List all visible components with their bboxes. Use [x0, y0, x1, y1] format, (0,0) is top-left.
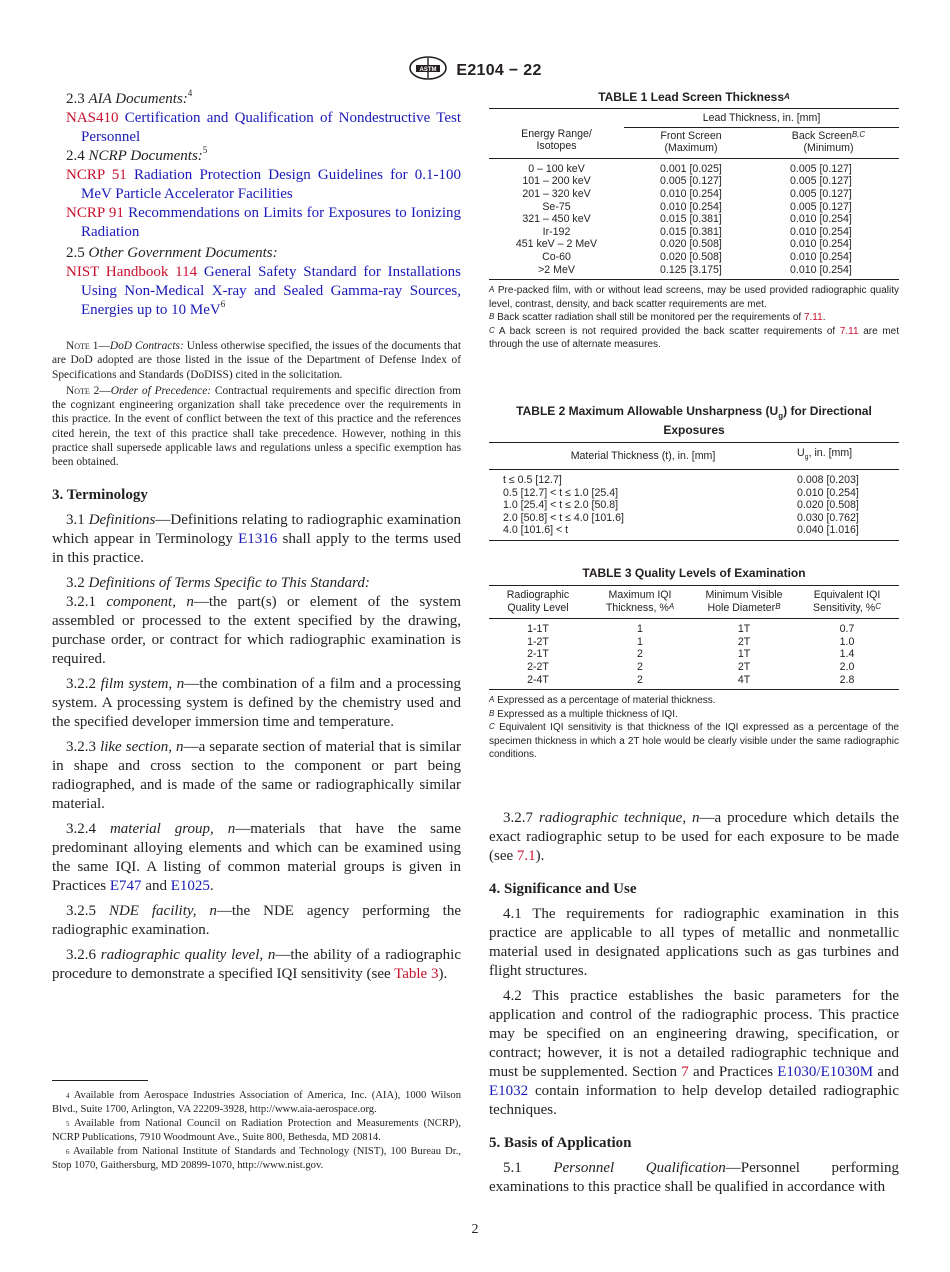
e1025-link[interactable]: E1025 [170, 877, 210, 894]
t1-row [489, 188, 899, 201]
t3-cell: 2.8 [839, 673, 855, 686]
footnote-5: $^5$ Available from National Council on Radiation Protection and Measurements (NCRP), NCRP Publications, 7910 Woodmount Ave., Suite 800, Bethesda, MD 20814. [52, 1118, 461, 1143]
t3-cell: 2-1T [527, 648, 549, 661]
t1-cell: >2 MeV [538, 263, 575, 276]
section-2-4: 2.4 NCRP Documents:$^5$ [66, 145, 208, 164]
t2-cell: 0.020 [0.508] [797, 499, 859, 512]
t2-cell: 0.008 [0.203] [797, 474, 859, 487]
t3-cell: 1 [637, 635, 643, 648]
section-5-heading: 5. Basis of Application [489, 1135, 632, 1151]
table-2-caption: TABLE 2 Maximum Allowable Unsharpness $(U_g)$ for Directional Exposures [516, 404, 872, 438]
t3-cell: 2T [737, 635, 751, 648]
t3-cell: 1-2T [527, 635, 549, 648]
t3-cell: 0.7 [839, 623, 855, 636]
t3-col-hole: Minimum Visible Hole Diameter$^B$ [705, 589, 783, 614]
nas410-link[interactable]: NAS410 [66, 110, 119, 126]
nist-title[interactable]: General Safety Standard for Installations Using Non-Medical X-ray and Sealed Gamma-ray Sources, Energies up to 10 MeV [81, 264, 461, 318]
t1-cell: 0.010 [0.254] [790, 213, 852, 226]
ncrp51-link[interactable]: NCRP 51 [66, 167, 127, 183]
e1030-link[interactable]: E1030/E1030M [777, 1064, 874, 1080]
footnote-6: $^6$ Available from National Institute of Standards and Technology (NIST), 100 Bureau Dr., Stop 1070, Gaithersburg, MD 20899-1070, http://www.nist.gov. [52, 1146, 461, 1171]
t3-cell: 1 [637, 623, 643, 636]
table-3-footnotes [489, 694, 899, 762]
section-4-heading: 4. Significance and Use [489, 881, 637, 897]
t1-cell: 0.010 [0.254] [660, 200, 722, 213]
t2-cell: t ≤ 0.5 [12.7] [503, 474, 562, 487]
astm-logo-icon [408, 56, 448, 85]
ref-nist-handbook: NIST Handbook 114 General Safety Standard for Installations Using Non-Medical X-ray and Sealed Gamma-ray Sources, Energies up to 10 MeV$^6$ [66, 264, 461, 318]
t1-col-energy: Energy Range/ Isotopes [521, 127, 592, 153]
t2-cell: 0.040 [1.016] [797, 524, 859, 537]
e1316-link[interactable]: E1316 [238, 530, 278, 547]
right-body [489, 809, 899, 1197]
t2-cell: 0.010 [0.254] [797, 486, 859, 499]
t3-footnote-c: $^C$ Equivalent IQI sensitivity is that thickness of the IQI expressed as a percentage of the specimen thickness in which a 2T hole would be clearly visible under the same radiographic conditions. [489, 722, 899, 761]
t1-cell: 0.010 [0.254] [790, 250, 852, 263]
t2-row [489, 499, 899, 512]
left-column [52, 90, 461, 984]
t1-row [489, 226, 899, 239]
t1-cell: 0.005 [0.127] [790, 162, 852, 175]
table-3-caption: TABLE 3 Quality Levels of Examination [582, 566, 806, 580]
table3-link[interactable]: Table 3 [394, 965, 439, 982]
ref-ncrp51 [52, 166, 461, 204]
footnote-4: $^4$ Available from Aerospace Industries Association of America, Inc. (AIA), 1000 Wilson Blvd., Suite 1700, Arlington, VA 22209-3928, http://www.aia-aerospace.org. [52, 1090, 461, 1115]
table-1 [489, 90, 899, 352]
t1-cell: 0.010 [0.254] [790, 225, 852, 238]
standard-designation: E2104 − 22 [456, 61, 542, 79]
footnotes [52, 1089, 461, 1173]
nas410-title[interactable]: Certification and Qualification of Nondestructive Test Personnel [81, 110, 461, 145]
t1-7-11-link-b[interactable]: 7.11 [803, 312, 823, 324]
t1-cell: Se-75 [542, 200, 571, 213]
t3-row [489, 674, 899, 690]
t1-cell: 101 – 200 keV [522, 175, 591, 188]
t3-col-max-iqi: Maximum IQI Thickness, %$^A$ [605, 589, 675, 614]
t2-cell: 0.030 [0.762] [797, 511, 859, 524]
t3-row [489, 661, 899, 674]
t3-cell: 2T [737, 660, 751, 673]
para-3-2-7: 3.2.7 radiographic technique, n—a procedure which details the exact radiographic setup to be used for each exposure to be made (see 7.1). [489, 810, 900, 864]
t1-row [489, 175, 899, 188]
t3-row [489, 636, 899, 649]
t1-row [489, 264, 899, 280]
t2-row [489, 512, 899, 525]
footnote-rule [52, 1080, 148, 1081]
t1-cell: 0.005 [0.127] [790, 175, 852, 188]
para-3-2-4: 3.2.4 material group, n—materials that have the same predominant alloying elements and which can be examined using the same IQI. A listing of common material groups is given in Practices E747 and E1025. [52, 820, 462, 894]
t2-row [489, 524, 899, 540]
t1-cell: Ir-192 [542, 225, 571, 238]
t1-cell: 0.010 [0.254] [790, 238, 852, 251]
table-3 [489, 566, 899, 762]
t3-cell: 2 [637, 648, 643, 661]
t1-cell: 0.020 [0.508] [660, 238, 722, 251]
ref-nas410 [52, 109, 461, 147]
table-2-grid [489, 442, 899, 541]
section-2-3: 2.3 AIA Documents:$^4$ [66, 88, 193, 107]
sec-7-1-link[interactable]: 7.1 [516, 848, 536, 864]
para-3-2-6: 3.2.6 radiographic quality level, n—the ability of a radiographic procedure to demonstrate a specified IQI sensitivity (see Table 3). [52, 946, 461, 982]
t1-cell: 0.125 [3.175] [660, 263, 722, 276]
page-number: 2 [471, 1222, 479, 1237]
para-3-2: 3.2 Definitions of Terms Specific to This Standard: [66, 574, 370, 591]
t2-cell: 2.0 [50.8] < t ≤ 4.0 [101.6] [503, 511, 624, 524]
t1-col-front: Front Screen (Maximum) [660, 129, 722, 155]
t3-cell: 2-4T [527, 673, 549, 686]
t1-cell: 0.015 [0.381] [660, 225, 722, 238]
t2-col-ug: $U_g$, in. [mm] [797, 447, 853, 462]
t3-cell: 1.4 [839, 648, 855, 661]
t2-cell: 0.5 [12.7] < t ≤ 1.0 [25.4] [503, 486, 619, 499]
sec-7-link[interactable]: 7 [681, 1064, 689, 1080]
para-3-2-2: 3.2.2 film system, n—the combination of a film and a processing system. A processing system is defined by the chemistry used and the specified developer immersion time and temperature. [52, 675, 462, 730]
table-2 [489, 404, 899, 541]
page-header [0, 56, 950, 85]
ref-ncrp91 [52, 204, 461, 242]
t1-row [489, 238, 899, 251]
t3-cell: 1T [737, 648, 751, 661]
t1-cell: Co-60 [542, 250, 571, 263]
t1-cell: 451 keV – 2 MeV [515, 238, 598, 251]
t1-cell: 0.010 [0.254] [790, 263, 852, 276]
t3-cell: 2 [637, 673, 643, 686]
t3-cell: 1T [737, 623, 751, 636]
section-2-5: 2.5 Other Government Documents: [66, 245, 278, 261]
e1032-link[interactable]: E1032 [489, 1083, 529, 1099]
e747-link[interactable]: E747 [109, 877, 142, 894]
section-3-heading: 3. Terminology [52, 486, 148, 503]
t3-footnote-a: $^A$ Expressed as a percentage of material thickness. [489, 695, 716, 707]
para-4-2: 4.2 This practice establishes the basic parameters for the application and control of the radiographic process. This practice may be specified on an engineering drawing, specification, or contract; however, it is not a detailed radiographic technique and must be supplemented. Section 7 and Practices E1030/E1030M and E1032 contain information to help develop detailed radiographic techniques. [489, 988, 899, 1118]
t1-col-back: Back Screen$^{B,C}$ (Minimum) [791, 129, 866, 155]
t1-cell: 0.005 [0.127] [790, 200, 852, 213]
t3-row [489, 619, 899, 636]
t3-cell: 2-2T [527, 660, 549, 673]
t1-cell: 0.020 [0.508] [660, 250, 722, 263]
t2-row [489, 470, 899, 487]
t1-footnote-a: $^A$ Pre-packed film, with or without lead screens, may be used provided radiographic quality level, contrast, density, and back scatter requirements are met. [489, 285, 899, 310]
t3-cell: 1.0 [839, 635, 855, 648]
t2-row [489, 487, 899, 500]
t1-cell: 0 – 100 keV [528, 162, 585, 175]
t1-row [489, 158, 899, 175]
t3-cell: 2 [637, 660, 643, 673]
ncrp91-link[interactable]: NCRP 91 [66, 205, 124, 221]
ncrp91-title[interactable]: Recommendations on Limits for Exposures to Ionizing Radiation [81, 205, 461, 240]
t3-row [489, 648, 899, 661]
para-3-2-3: 3.2.3 like section, n—a separate section of material that is similar in shape and cross section to the component or part being radiographed, and is made of the same or radiographically similar material. [52, 738, 462, 812]
t2-col-thickness: Material Thickness (t), in. [mm] [570, 449, 716, 462]
t2-cell: 1.0 [25.4] < t ≤ 2.0 [50.8] [503, 499, 619, 512]
t1-row [489, 213, 899, 226]
t1-cell: 321 – 450 keV [522, 213, 591, 226]
t1-cell: 0.005 [0.127] [790, 187, 852, 200]
t1-row [489, 251, 899, 264]
t1-7-11-link-c[interactable]: 7.11 [839, 325, 859, 337]
t1-cell: 0.010 [0.254] [660, 187, 722, 200]
t1-footnote-c: $^C$ A back screen is not required provided the back scatter requirements of 7.11 are met through the use of alternate measures. [489, 325, 899, 351]
t3-cell: 2.0 [839, 660, 855, 673]
para-4-1: 4.1 The requirements for radiographic examination in this practice are applicable to all types of metallic and nonmetallic material used in designated applications such as gas turbines and flight structures. [489, 906, 899, 979]
t1-row [489, 201, 899, 214]
t3-cell: 1-1T [527, 623, 549, 636]
t1-cell: 0.015 [0.381] [660, 213, 722, 226]
svg-text:ASTM: ASTM [419, 67, 437, 73]
t1-cell: 0.001 [0.025] [660, 162, 722, 175]
t1-cell: 0.005 [0.127] [660, 175, 722, 188]
t3-footnote-b: $^B$ Expressed as a multiple thickness of IQI. [489, 708, 678, 720]
right-column [489, 90, 900, 1195]
note-1: Note 1—DoD Contracts: Unless otherwise specified, the issues of the documents that are DoD adopted are those listed in the issue of the Department of Defense Index of Specifications and Standards (DoDISS) cited in the solicitation. [52, 340, 461, 381]
para-3-2-1: 3.2.1 component, n—the part(s) or element of the system assembled or processed to the extent specified by the drawing, purchase order, or contract for which radiographic examination is required. [52, 593, 461, 667]
t1-footnote-b: $^B$ Back scatter radiation shall still be monitored per the requirements of 7.11. [489, 312, 826, 324]
t3-col-sensitivity: Equivalent IQI Sensitivity, %$^C$ [813, 589, 881, 614]
t3-cell: 4T [737, 673, 751, 686]
para-3-2-5: 3.2.5 NDE facility, n—the NDE agency performing the radiographic examination. [52, 902, 462, 938]
para-5-1: 5.1 Personnel Qualification—Personnel performing examinations to this practice shall be qualified in accordance with [489, 1160, 899, 1195]
para-3-1: 3.1 Definitions—Definitions relating to radiographic examination which appear in Terminology E1316 shall apply to the terms used in this practice. [52, 511, 462, 566]
table-1-grid [489, 108, 899, 280]
ncrp51-title[interactable]: Radiation Protection Design Guidelines for 0.1-100 MeV Particle Accelerator Facilities [81, 167, 461, 202]
table-1-footnotes [489, 284, 899, 352]
nist-link[interactable]: NIST Handbook 114 [66, 264, 198, 280]
table-3-grid [489, 585, 899, 690]
note-2: Note 2—Order of Precedence: Contractual requirements and specific direction from the cognizant engineering organization shall take precedence over the requirements in this practice. In the event of conflict between the text of this practice and the references cited herein, the text of this practice shall take precedence. However, nothing in this practice shall supersede applicable laws and regulations unless a specific exemption has been obtained. [52, 384, 462, 469]
t1-group-header: Lead Thickness, in. [mm] [624, 109, 899, 128]
t3-col-quality: Radiographic Quality Level [506, 589, 570, 614]
t1-cell: 201 – 320 keV [522, 187, 591, 200]
t2-cell: 4.0 [101.6] < t [503, 524, 569, 537]
table-1-caption: TABLE 1 Lead Screen Thickness$^A$ [598, 90, 790, 104]
